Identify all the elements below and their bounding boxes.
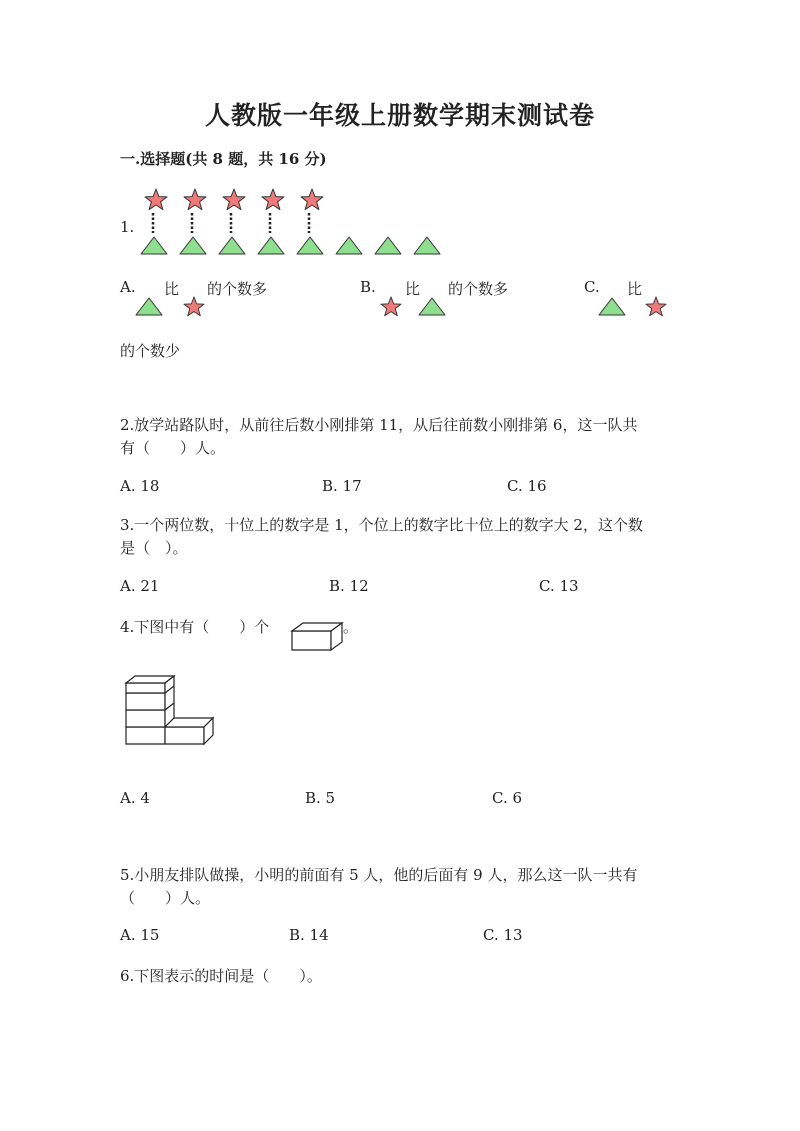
star-icon xyxy=(296,188,328,212)
q1-option-b-suffix: 的个数多 xyxy=(448,280,509,298)
q5-text-line-1: 5.小朋友排队做操，小明的前面有 5 人，他的后面有 9 人，那么这一队一共有 xyxy=(120,866,638,884)
q2-text-line-1: 2.放学站路队时，从前往后数小刚排第 11，从后往前数小刚排第 6，这一队共 xyxy=(120,416,638,434)
triangle-icon xyxy=(598,297,626,316)
q3-text-line-2: 是（ ）。 xyxy=(120,539,188,557)
dotted-connector xyxy=(228,212,234,234)
triangle-icon xyxy=(418,297,446,316)
q1-option-a-compare: 比 xyxy=(164,280,180,298)
q4-option-c[interactable]: C. 6 xyxy=(492,789,523,807)
triangle-icon xyxy=(179,236,207,255)
q3-option-a[interactable]: A. 21 xyxy=(120,577,160,595)
q1-number: 1. xyxy=(120,218,135,236)
triangle-icon xyxy=(218,236,246,255)
star-icon xyxy=(257,188,289,212)
q5-text-line-2: （ ）人。 xyxy=(120,889,211,907)
cuboid-icon xyxy=(290,622,344,652)
q1-option-b-letter: B. xyxy=(360,278,376,296)
star-icon xyxy=(376,296,406,318)
star-icon xyxy=(140,188,172,212)
dotted-connector xyxy=(150,212,156,234)
triangle-icon xyxy=(296,236,324,255)
q2-option-c[interactable]: C. 16 xyxy=(507,477,547,495)
q4-text: 4.下图中有（ ）个 xyxy=(120,618,270,636)
star-icon xyxy=(218,188,250,212)
q1-option-c-suffix: 的个数少 xyxy=(120,342,181,360)
dotted-connector xyxy=(306,212,312,234)
q6-text: 6.下图表示的时间是（ ）。 xyxy=(120,967,322,985)
triangle-icon xyxy=(140,236,168,255)
q1-option-c-compare: 比 xyxy=(627,280,643,298)
q4-option-b[interactable]: B. 5 xyxy=(305,789,336,807)
q4-option-a[interactable]: A. 4 xyxy=(120,789,150,807)
star-icon xyxy=(179,296,209,318)
triangle-icon xyxy=(374,236,402,255)
star-icon xyxy=(179,188,211,212)
q1-option-c-letter: C. xyxy=(584,278,600,296)
q1-option-b-compare: 比 xyxy=(405,280,421,298)
q5-option-b[interactable]: B. 14 xyxy=(289,926,329,944)
star-icon xyxy=(641,296,671,318)
section-heading: 一.选择题(共 8 题，共 16 分) xyxy=(120,150,327,168)
q5-option-c[interactable]: C. 13 xyxy=(483,926,523,944)
triangle-icon xyxy=(135,297,163,316)
dotted-connector xyxy=(267,212,273,234)
q3-text-line-1: 3.一个两位数，十位上的数字是 1，个位上的数字比十位上的数字大 2，这个数 xyxy=(120,516,643,534)
stacked-cuboids-figure xyxy=(125,674,217,746)
q2-option-b[interactable]: B. 17 xyxy=(322,477,362,495)
triangle-icon xyxy=(413,236,441,255)
q2-text-line-2: 有（ ）人。 xyxy=(120,439,226,457)
q3-option-c[interactable]: C. 13 xyxy=(539,577,579,595)
q1-option-a-suffix: 的个数多 xyxy=(207,280,268,298)
q1-option-a-letter: A. xyxy=(120,278,136,296)
q2-option-a[interactable]: A. 18 xyxy=(120,477,160,495)
triangle-icon xyxy=(257,236,285,255)
q4-text-tail: 。 xyxy=(343,618,359,636)
dotted-connector xyxy=(189,212,195,234)
page-title: 人教版一年级上册数学期末测试卷 xyxy=(204,101,595,130)
q5-option-a[interactable]: A. 15 xyxy=(120,926,160,944)
triangle-icon xyxy=(335,236,363,255)
q3-option-b[interactable]: B. 12 xyxy=(329,577,369,595)
